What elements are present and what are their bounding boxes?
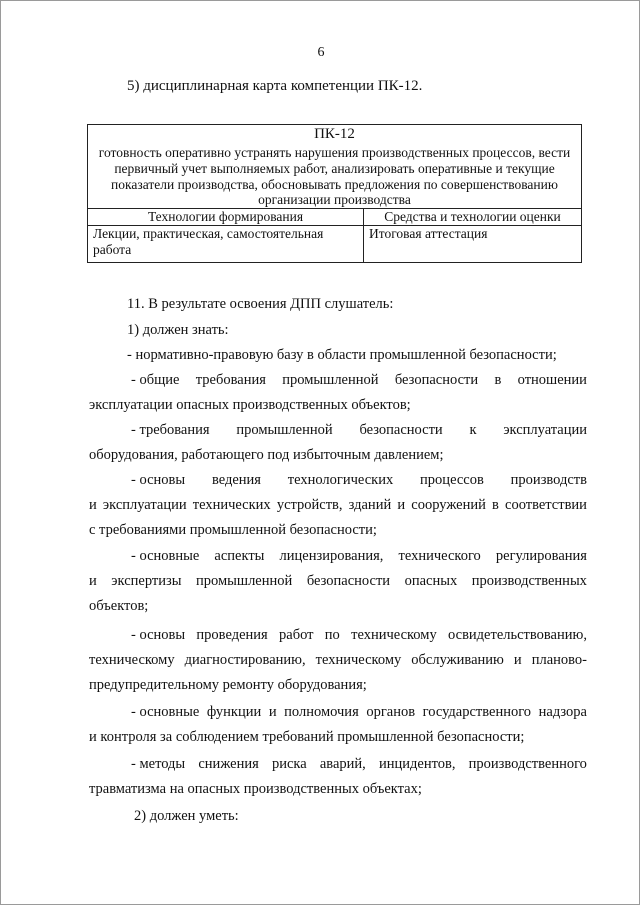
list-item: - нормативно-правовую базу в области промышленной безопасности; bbox=[127, 347, 557, 363]
word: сооружений bbox=[411, 497, 486, 513]
word: органов bbox=[366, 704, 416, 720]
list-item-line: с требованиями промышленной безопасности; bbox=[89, 522, 377, 538]
word: безопасности bbox=[359, 422, 443, 438]
word: государственного bbox=[422, 704, 532, 720]
list-item-line bbox=[131, 756, 587, 773]
word: эксплуатации bbox=[503, 422, 587, 438]
word: безопасности bbox=[306, 573, 391, 589]
competence-header-cell bbox=[88, 125, 582, 209]
word: - методы bbox=[131, 756, 186, 772]
word: промышленной bbox=[196, 573, 293, 589]
word: планово- bbox=[531, 652, 587, 668]
word: технологических bbox=[287, 472, 394, 488]
word: - требования bbox=[131, 422, 210, 438]
word: - общие bbox=[131, 372, 180, 388]
word: - основы bbox=[131, 627, 186, 643]
word: производственных bbox=[471, 573, 587, 589]
list-item-line bbox=[131, 704, 587, 721]
word: регулирования bbox=[495, 548, 587, 564]
list-item-line bbox=[131, 422, 587, 439]
word: полномочия bbox=[284, 704, 359, 720]
word: и bbox=[89, 573, 97, 589]
word: инцидентов, bbox=[378, 756, 456, 772]
list-item-line bbox=[131, 548, 587, 565]
word: безопасности bbox=[394, 372, 479, 388]
word: снижения bbox=[198, 756, 259, 772]
section-heading: 5) дисциплинарная карта компетенции ПК-12. bbox=[127, 78, 423, 94]
column-header-technologies: Технологии формирования bbox=[88, 209, 364, 226]
column-header-assessment: Средства и технологии оценки bbox=[364, 209, 582, 226]
must-be-able-label: 2) должен уметь: bbox=[134, 808, 239, 824]
word: проведения bbox=[196, 627, 268, 643]
page-number: 6 bbox=[317, 45, 325, 60]
word: в bbox=[492, 497, 499, 513]
word: и bbox=[397, 497, 406, 513]
word: производственного bbox=[468, 756, 587, 772]
word: - основные bbox=[131, 548, 200, 564]
word: требования bbox=[195, 372, 266, 388]
competence-code: ПК-12 bbox=[314, 126, 355, 142]
cell-assessment: Итоговая аттестация bbox=[364, 226, 582, 263]
word: зданий bbox=[348, 497, 392, 513]
word: устройств, bbox=[276, 497, 343, 513]
word: эксплуатации bbox=[102, 497, 187, 513]
word: - основы bbox=[131, 472, 186, 488]
word: опасных bbox=[404, 573, 458, 589]
word: освидетельствованию, bbox=[448, 627, 587, 643]
section-title: 11. В результате освоения ДПП слушатель: bbox=[127, 296, 394, 312]
word: техническому bbox=[315, 652, 402, 668]
word: и bbox=[513, 652, 522, 668]
word: промышленной bbox=[282, 372, 379, 388]
word: отношении bbox=[517, 372, 587, 388]
competence-description: готовность оперативно устранять нарушения производственных процессов, вести первичный учет выполняемых работ, анализировать оперативные и текущие показатели производства, обосновывать предложения по совершенствованию организации производства bbox=[98, 144, 571, 208]
list-item-line: предупредительному ремонту оборудования; bbox=[89, 677, 367, 693]
list-item-line bbox=[131, 472, 587, 489]
list-item-line bbox=[131, 627, 587, 644]
word: аварий, bbox=[319, 756, 366, 772]
word: риска bbox=[271, 756, 307, 772]
word: к bbox=[469, 422, 477, 438]
word: функции bbox=[206, 704, 262, 720]
word: производств bbox=[510, 472, 587, 488]
word: в bbox=[494, 372, 502, 388]
word: техническому bbox=[351, 627, 437, 643]
list-item-line bbox=[89, 497, 587, 514]
list-item-line bbox=[131, 372, 587, 389]
word: техническому bbox=[89, 652, 175, 668]
word: аспекты bbox=[214, 548, 265, 564]
word: работ bbox=[279, 627, 314, 643]
word: лицензирования, bbox=[279, 548, 384, 564]
list-item-line bbox=[89, 573, 587, 590]
word: соответствии bbox=[505, 497, 587, 513]
word: технического bbox=[398, 548, 481, 564]
list-item-line: объектов; bbox=[89, 598, 149, 614]
word: диагностированию, bbox=[184, 652, 306, 668]
word: - основные bbox=[131, 704, 200, 720]
list-item-line: и контроля за соблюдением требований промышленной безопасности; bbox=[89, 729, 525, 745]
word: и bbox=[268, 704, 277, 720]
word: процессов bbox=[420, 472, 484, 488]
word: ведения bbox=[211, 472, 261, 488]
word: надзора bbox=[538, 704, 587, 720]
list-item-line bbox=[89, 652, 587, 669]
word: промышленной bbox=[236, 422, 333, 438]
list-item-line: оборудования, работающего под избыточным давлением; bbox=[89, 447, 444, 463]
list-item-line: травматизма на опасных производственных объектах; bbox=[89, 781, 422, 797]
competence-table bbox=[87, 124, 582, 263]
word: технических bbox=[192, 497, 271, 513]
cell-technologies: Лекции, практическая, самостоятельная работа bbox=[88, 226, 364, 263]
must-know-label: 1) должен знать: bbox=[127, 322, 229, 338]
word: обслуживанию bbox=[411, 652, 504, 668]
word: экспертизы bbox=[111, 573, 182, 589]
word: по bbox=[324, 627, 340, 643]
word: и bbox=[89, 497, 97, 513]
list-item-line: эксплуатации опасных производственных объектов; bbox=[89, 397, 411, 413]
